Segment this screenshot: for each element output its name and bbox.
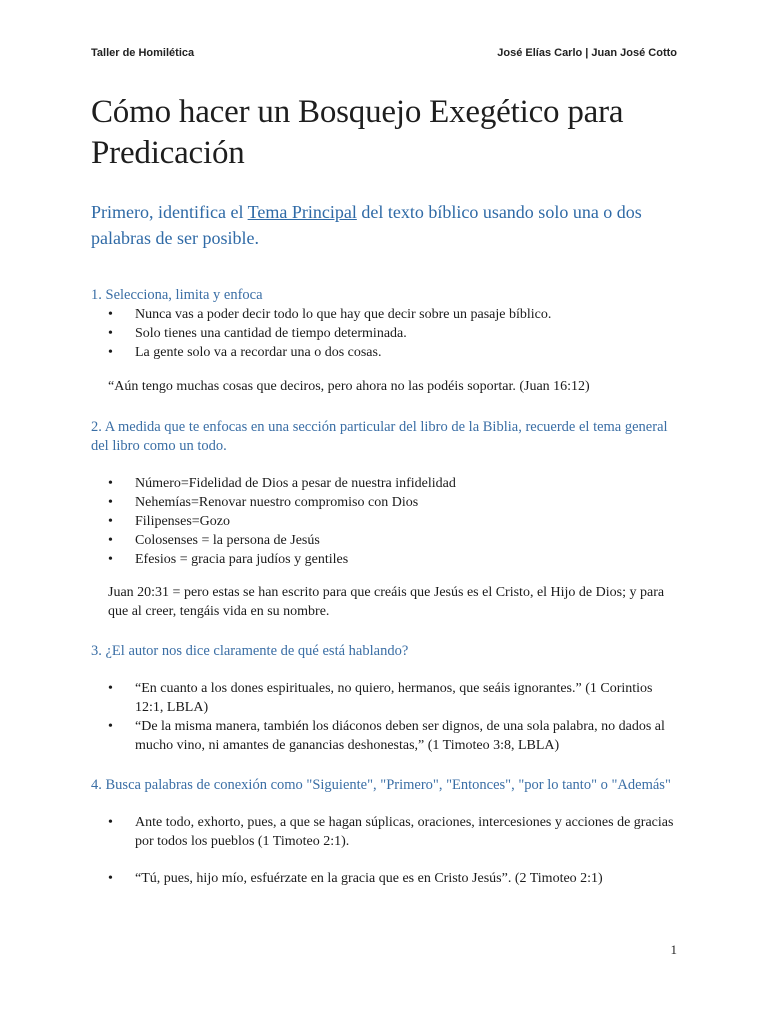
header-right: José Elías Carlo | Juan José Cotto	[497, 47, 677, 59]
list-item: • Nunca vas a poder decir todo lo que hay que decir sobre un pasaje bíblico.	[135, 305, 681, 324]
list-item: • Ante todo, exhorto, pues, a que se hagan súplicas, oraciones, intercesiones y acciones de gracias por todos los pueblos (1 Timoteo 2:1).	[135, 813, 681, 851]
list-item: • Nehemías=Renovar nuestro compromiso con Dios	[135, 493, 681, 512]
section-3-heading: 3. ¿El autor nos dice claramente de qué está hablando?	[91, 643, 409, 659]
list-item: • “Tú, pues, hijo mío, esfuérzate en la gracia que es en Cristo Jesús”. (2 Timoteo 2:1)	[135, 869, 681, 888]
title-line-1: Cómo hacer un Bosquejo Exegético para	[91, 94, 624, 130]
section-2-heading: 2. A medida que te enfocas en una sección particular del libro de la Biblia, recuerde el tema general del libro como un todo.	[91, 419, 668, 454]
section-1-heading: 1. Selecciona, limita y enfoca	[91, 287, 263, 303]
list-item: • Colosenses = la persona de Jesús	[135, 531, 681, 550]
section-2-list	[91, 474, 681, 569]
page-header	[91, 47, 677, 59]
list-item: • Filipenses=Gozo	[135, 512, 681, 531]
document-title	[91, 92, 681, 174]
section-1-list	[91, 305, 681, 362]
subtitle-underlined: Tema Principal	[247, 202, 357, 222]
title-line-2: Predicación	[91, 135, 245, 171]
list-item: • Número=Fidelidad de Dios a pesar de nuestra infidelidad	[135, 474, 681, 493]
list-item: • “De la misma manera, también los diáconos deben ser dignos, de una sola palabra, no dados al mucho vino, ni amantes de ganancias deshonestas,” (1 Timoteo 3:8, LBLA)	[135, 717, 681, 755]
section-3-list	[91, 679, 681, 755]
subtitle	[91, 199, 681, 251]
section-4-heading: 4. Busca palabras de conexión como "Siguiente", "Primero", "Entonces", "por lo tanto" o "Además"	[91, 777, 671, 793]
section-2-verse: Juan 20:31 = pero estas se han escrito para que creáis que Jesús es el Cristo, el Hijo de Dios; y para que al creer, tengáis vida en su nombre.	[108, 585, 665, 619]
page-number: 1	[670, 942, 677, 957]
header-left: Taller de Homilética	[91, 47, 195, 59]
list-item: • Solo tienes una cantidad de tiempo determinada.	[135, 324, 681, 343]
subtitle-before: Primero, identifica el	[91, 202, 248, 222]
section-4-list-a	[91, 813, 681, 851]
list-item: • La gente solo va a recordar una o dos cosas.	[135, 343, 681, 362]
list-item: • “En cuanto a los dones espirituales, no quiero, hermanos, que seáis ignorantes.” (1 Corintios 12:1, LBLA)	[135, 679, 681, 717]
section-4-list-b	[91, 869, 681, 888]
subtitle-after: del texto bíblico usando solo una o dos palabras de ser posible.	[91, 202, 642, 248]
section-1-quote: “Aún tengo muchas cosas que deciros, pero ahora no las podéis soportar. (Juan 16:12)	[108, 379, 590, 394]
document-body	[91, 92, 681, 888]
list-item: • Efesios = gracia para judíos y gentiles	[135, 550, 681, 569]
